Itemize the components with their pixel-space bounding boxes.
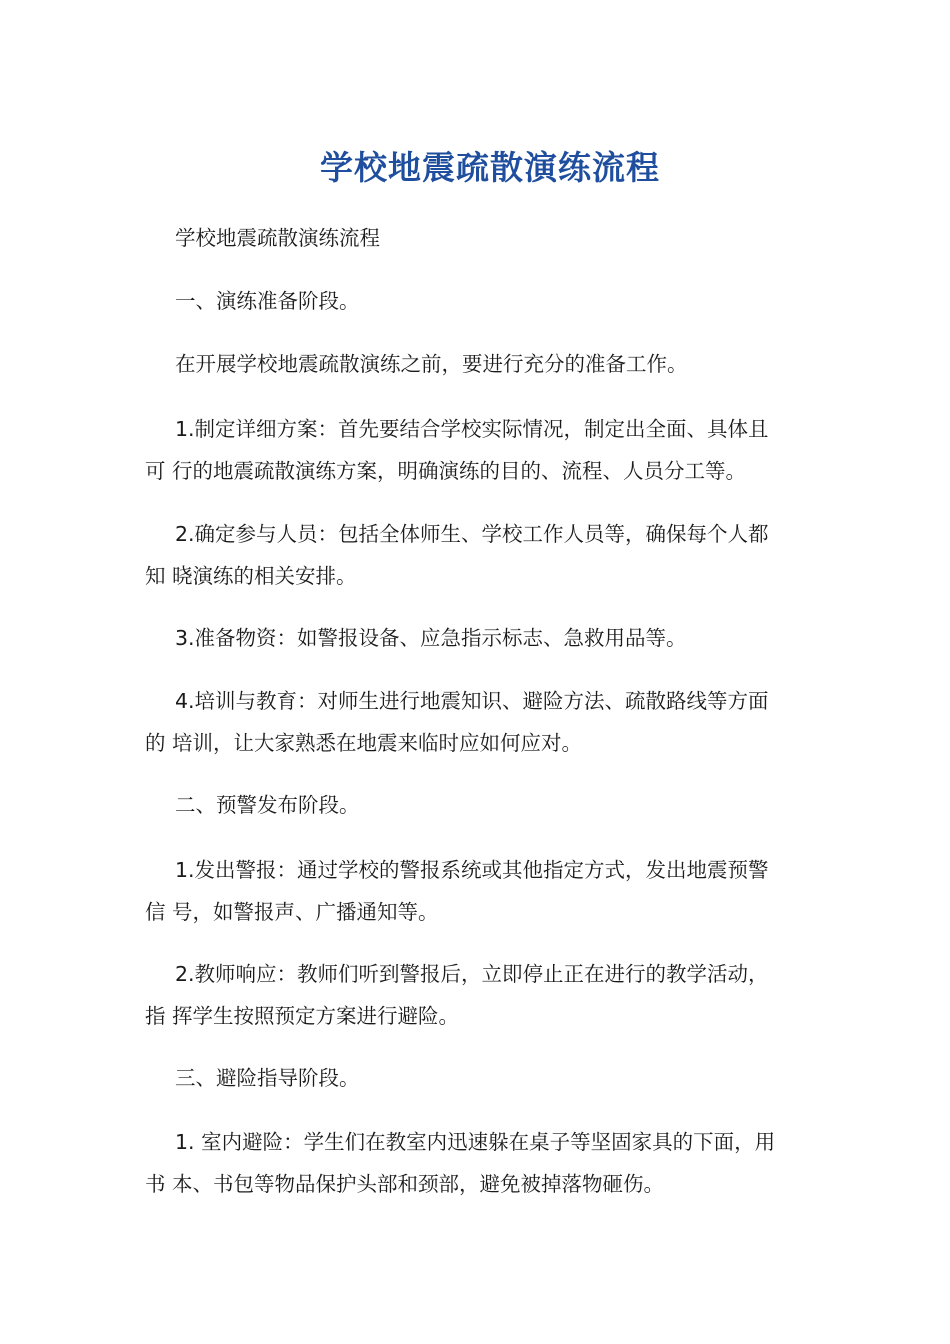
paragraph-item <box>145 513 785 597</box>
paragraph-line: 知 晓演练的相关安排。 <box>145 564 357 588</box>
paragraph-intro <box>145 343 785 385</box>
paragraph-item <box>145 849 785 933</box>
paragraph-line: 学校地震疏散演练流程 <box>175 226 380 250</box>
paragraph-line: 三、避险指导阶段。 <box>175 1066 360 1090</box>
document-title: 学校地震疏散演练流程 <box>320 148 660 187</box>
paragraph-line: 2.确定参与人员：包括全体师生、学校工作人员等，确保每个人都 <box>175 522 769 546</box>
paragraph-line: 1. 室内避险：学生们在教室内迅速躲在桌子等坚固家具的下面，用 <box>175 1130 776 1154</box>
paragraph-section-heading <box>145 1057 785 1099</box>
paragraph-line: 指 挥学生按照预定方案进行避险。 <box>145 1004 460 1028</box>
paragraph-section-heading <box>145 280 785 322</box>
paragraph-line: 1.发出警报：通过学校的警报系统或其他指定方式，发出地震预警 <box>175 858 769 882</box>
paragraph-line: 在开展学校地震疏散演练之前，要进行充分的准备工作。 <box>175 352 688 376</box>
paragraph-item <box>145 1121 785 1205</box>
paragraph-item <box>145 617 785 659</box>
paragraph-line: 2.教师响应：教师们听到警报后，立即停止正在进行的教学活动， <box>175 962 769 986</box>
paragraph-subtitle <box>145 217 785 259</box>
paragraph-line: 的 培训，让大家熟悉在地震来临时应如何应对。 <box>145 731 583 755</box>
paragraph-line: 1.制定详细方案：首先要结合学校实际情况，制定出全面、具体且 <box>175 417 769 441</box>
paragraph-line: 3.准备物资：如警报设备、应急指示标志、急救用品等。 <box>175 626 687 650</box>
paragraph-item <box>145 953 785 1037</box>
paragraph-line: 4.培训与教育：对师生进行地震知识、避险方法、疏散路线等方面 <box>175 689 769 713</box>
paragraph-line: 信 号，如警报声、广播通知等。 <box>145 900 439 924</box>
paragraph-item <box>145 408 785 492</box>
paragraph-line: 一、演练准备阶段。 <box>175 289 360 313</box>
paragraph-section-heading <box>145 784 785 826</box>
paragraph-line: 书 本、书包等物品保护头部和颈部，避免被掉落物砸伤。 <box>145 1172 665 1196</box>
paragraph-line: 二、预警发布阶段。 <box>175 793 360 817</box>
paragraph-item <box>145 680 785 764</box>
paragraph-line: 可 行的地震疏散演练方案，明确演练的目的、流程、人员分工等。 <box>145 459 747 483</box>
